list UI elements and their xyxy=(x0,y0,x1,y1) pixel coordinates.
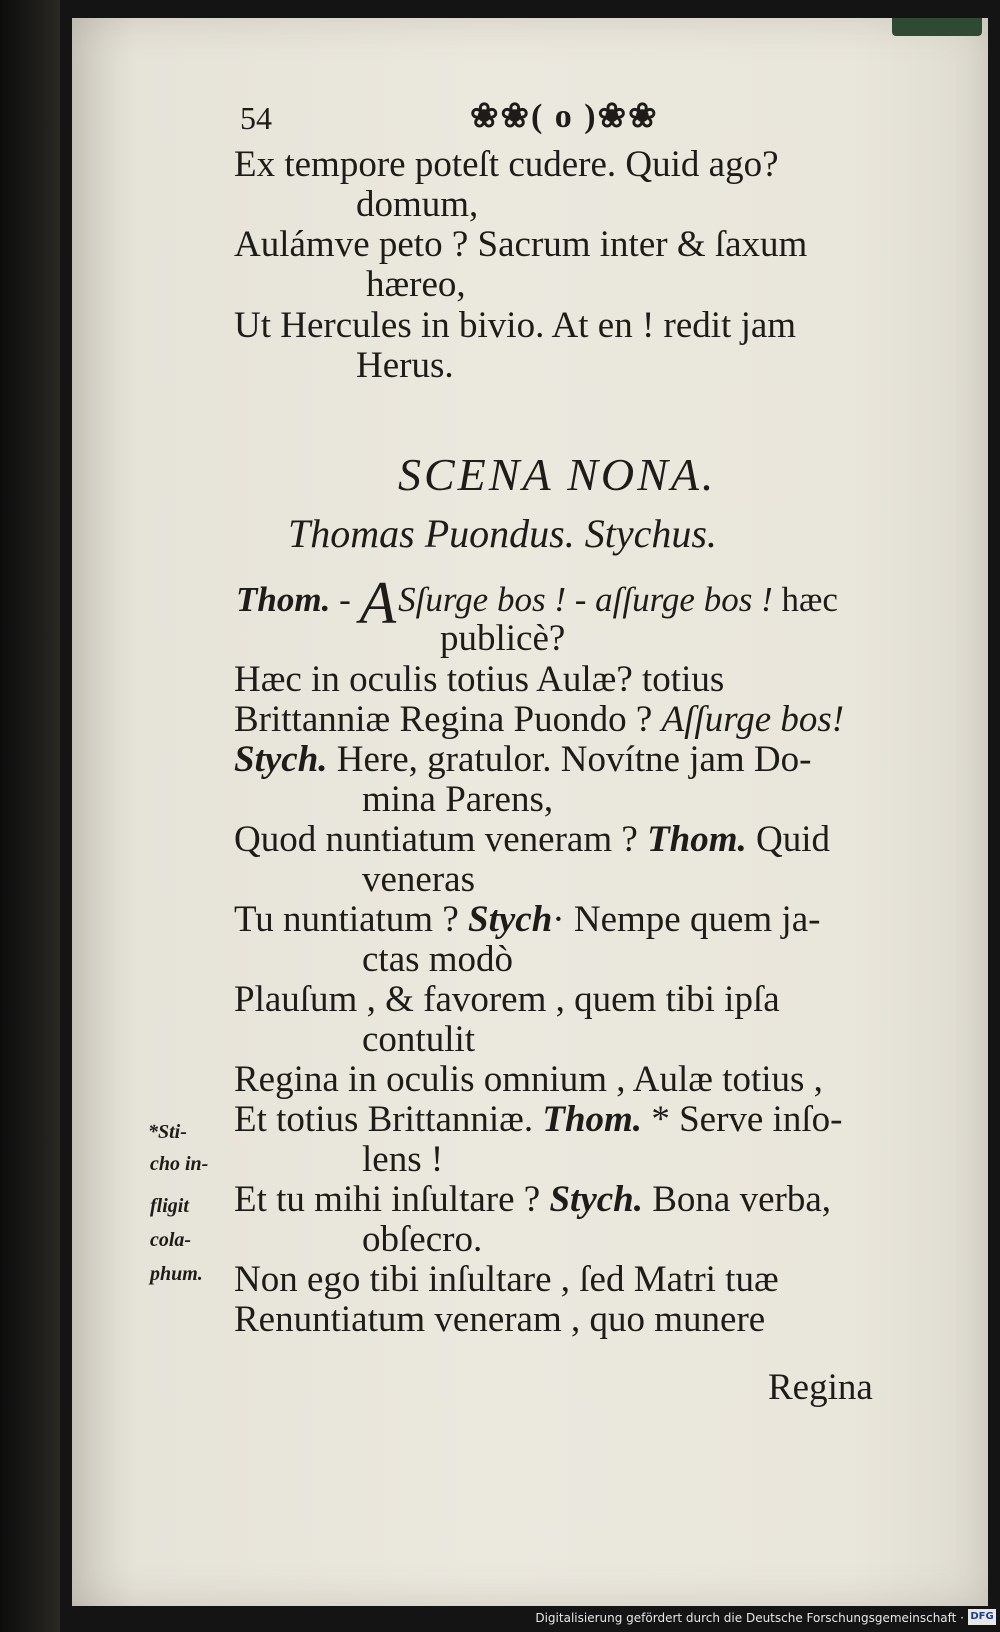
text-segment: Brittanniæ Regina Puondo ? xyxy=(234,699,662,740)
text-line: publicè? xyxy=(440,618,566,659)
text-line xyxy=(234,700,844,740)
text-line: Herus. xyxy=(356,345,454,386)
speaker-name: Thom. xyxy=(542,1099,643,1140)
dash: - xyxy=(330,580,360,619)
text-segment: Here, gratulor. Novítne jam Do- xyxy=(327,739,812,780)
text-line: domum, xyxy=(356,184,479,225)
text-line: Renuntiatum veneram , quo munere xyxy=(234,1299,766,1340)
dfg-logo: DFG xyxy=(968,1609,996,1625)
text-segment: Et totius Brittanniæ. xyxy=(234,1099,543,1140)
text-line xyxy=(234,900,820,940)
speech-rest: hæc xyxy=(772,580,838,619)
text-line xyxy=(234,820,830,860)
text-line: Hæc in oculis totius Aulæ? totius xyxy=(234,659,725,700)
text-line: veneras xyxy=(362,859,475,900)
text-line: obſecro. xyxy=(362,1219,483,1260)
text-segment: Tu nuntiatum ? xyxy=(234,899,469,940)
text-line: Aulámve peto ? Sacrum inter & ſaxum xyxy=(234,224,808,265)
text-line xyxy=(234,740,811,780)
marginal-note: fligit xyxy=(150,1195,189,1217)
book-spine xyxy=(0,0,60,1632)
header-ornament: ❀❀( o )❀❀ xyxy=(470,98,659,135)
speaker-name: Stych. xyxy=(549,1179,643,1220)
marginal-note: cho in- xyxy=(150,1153,209,1175)
text-line: hæreo, xyxy=(366,264,466,305)
page-tab xyxy=(892,18,982,36)
text-segment: Et tu mihi inſultare ? xyxy=(234,1179,550,1220)
speaker-name: Stych xyxy=(468,899,553,940)
text-line xyxy=(234,1180,831,1220)
speaker-name: Thom. xyxy=(236,580,331,619)
page-number: 54 xyxy=(240,100,272,136)
text-line: contulit xyxy=(362,1019,476,1060)
text-segment: · Nempe quem ja- xyxy=(552,899,821,940)
stage-phrase: Aſſurge bos! xyxy=(661,699,845,740)
marginal-note: phum. xyxy=(150,1263,203,1285)
dramatis-personae: Thomas Puondus. Stychus. xyxy=(288,511,717,556)
text-line: Regina in oculis omnium , Aulæ totius , xyxy=(234,1059,823,1100)
text-segment: Quid xyxy=(746,819,831,860)
marginal-note: cola- xyxy=(150,1229,192,1251)
speech-line xyxy=(236,570,838,636)
text-line: Ut Hercules in bivio. At en ! redit jam xyxy=(234,305,797,346)
text-line: lens ! xyxy=(362,1139,444,1180)
scene-title: SCENA NONA. xyxy=(398,449,717,500)
marginal-note: *Sti- xyxy=(148,1121,187,1143)
text-line: mina Parens, xyxy=(362,779,554,820)
text-line xyxy=(234,1100,842,1140)
speaker-name: Stych. xyxy=(234,739,328,780)
drop-initial: A xyxy=(359,570,397,636)
catchword: Regina xyxy=(768,1367,873,1408)
text-line: Plauſum , & favorem , quem tibi ipſa xyxy=(234,979,780,1020)
speech-italic: Sſurge bos ! - aſſurge bos ! xyxy=(398,580,773,619)
speaker-name: Thom. xyxy=(647,819,747,860)
text-line: Non ego tibi inſultare , ſed Matri tuæ xyxy=(234,1259,779,1300)
text-segment: Bona verba, xyxy=(643,1179,832,1220)
text-segment: Quod nuntiatum veneram ? xyxy=(234,819,648,860)
text-line: ctas modò xyxy=(362,939,514,980)
digitization-credit: Digitalisierung gefördert durch die Deutsche Forschungsgemeinschaft · xyxy=(535,1611,964,1625)
text-line: Ex tempore poteſt cudere. Quid ago? xyxy=(234,144,779,185)
text-segment: * Serve inſo- xyxy=(642,1099,843,1140)
